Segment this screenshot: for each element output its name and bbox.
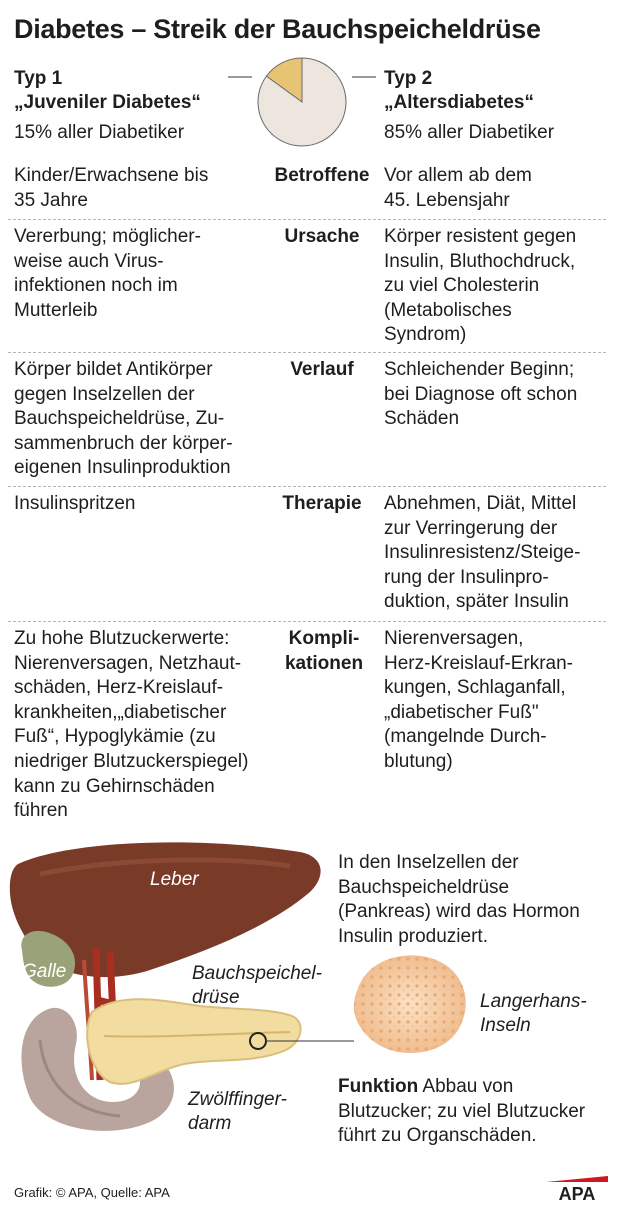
row-therapie-type1: Insulinspritzen	[14, 493, 136, 514]
source-credit: Grafik: © APA, Quelle: APA	[14, 1185, 170, 1200]
function-text-block	[338, 1075, 613, 1149]
row-komplikationen-type2: Nierenversagen, Herz-Kreislauf-Erkran- kungen, Schlaganfall, „diabetischer Fuß" (mangelnde Durch- blutung)	[384, 628, 573, 772]
row-verlauf-type1: Körper bildet Antikörper gegen Inselzellen der Bauchspeicheldrüse, Zu- sammenbruch der körper- eigenen Insulinproduktion	[14, 359, 233, 479]
function-text: Abbau von Blutzucker; zu viel Blutzucker führt zu Organschäden.	[338, 1076, 586, 1146]
row-divider	[8, 219, 606, 220]
insulin-intro-text: In den Inselzellen der Bauchspeicheldrüse (Pankreas) wird das Hormon Insulin produziert.	[338, 852, 580, 947]
row-komplikationen-category: Kompli- kationen	[284, 628, 364, 674]
row-divider	[8, 621, 606, 622]
pancreas-label: Bauchspeichel- drüse	[192, 963, 322, 1008]
row-verlauf-category: Verlauf	[290, 359, 354, 380]
row-komplikationen-type1: Zu hohe Blutzuckerwerte: Nierenversagen, Netzhaut- schäden, Herz-Kreislauf- krankheiten,„diabetischer Fuß“, Hypoglykämie (zu niedriger Blutzuckerspiegel) kann zu Gehirnschäden führen	[14, 628, 249, 822]
row-therapie-type2: Abnehmen, Diät, Mittel zur Verringerung der Insulinresistenz/Steige- rung der Insulinpro- duktion, später Insulin	[384, 493, 581, 613]
type1-share: 15% aller Diabetiker	[14, 122, 185, 143]
pancreas-shape	[87, 999, 300, 1084]
row-divider	[8, 486, 606, 487]
row-divider	[8, 352, 606, 353]
islets-label: Langerhans- Inseln	[480, 991, 587, 1036]
row-ursache-type2: Körper resistent gegen Insulin, Bluthochdruck, zu viel Cholesterin (Metabolisches Syndrom)	[384, 226, 577, 346]
duodenum-label: Zwölffinger- darm	[188, 1089, 287, 1134]
row-betroffene-category: Betroffene	[274, 165, 370, 186]
row-ursache-category: Ursache	[284, 226, 360, 247]
page-title: Diabetes – Streik der Bauchspeicheldrüse	[14, 14, 541, 44]
row-verlauf-type2: Schleichender Beginn; bei Diagnose oft schon Schäden	[384, 359, 578, 430]
type2-share: 85% aller Diabetiker	[384, 122, 555, 143]
apa-logo	[546, 1176, 608, 1202]
type1-subheading: „Juveniler Diabetes“	[14, 92, 201, 113]
type1-heading: Typ 1	[14, 68, 63, 89]
function-label: Funktion	[338, 1076, 419, 1097]
type2-subheading: „Altersdiabetes“	[384, 92, 534, 113]
liver-label: Leber	[150, 869, 199, 890]
apa-logo-text: APA	[558, 1184, 596, 1202]
share-pie-chart	[222, 52, 382, 152]
row-ursache-type1: Vererbung; möglicher- weise auch Virus- infektionen noch im Mutterleib	[14, 226, 201, 321]
gallbladder-label: Galle	[22, 961, 67, 982]
row-betroffene-type2: Vor allem ab dem 45. Lebensjahr	[384, 165, 532, 211]
type2-heading: Typ 2	[384, 68, 433, 89]
row-betroffene-type1: Kinder/Erwachsene bis 35 Jahre	[14, 165, 209, 211]
row-therapie-category: Therapie	[282, 493, 362, 514]
